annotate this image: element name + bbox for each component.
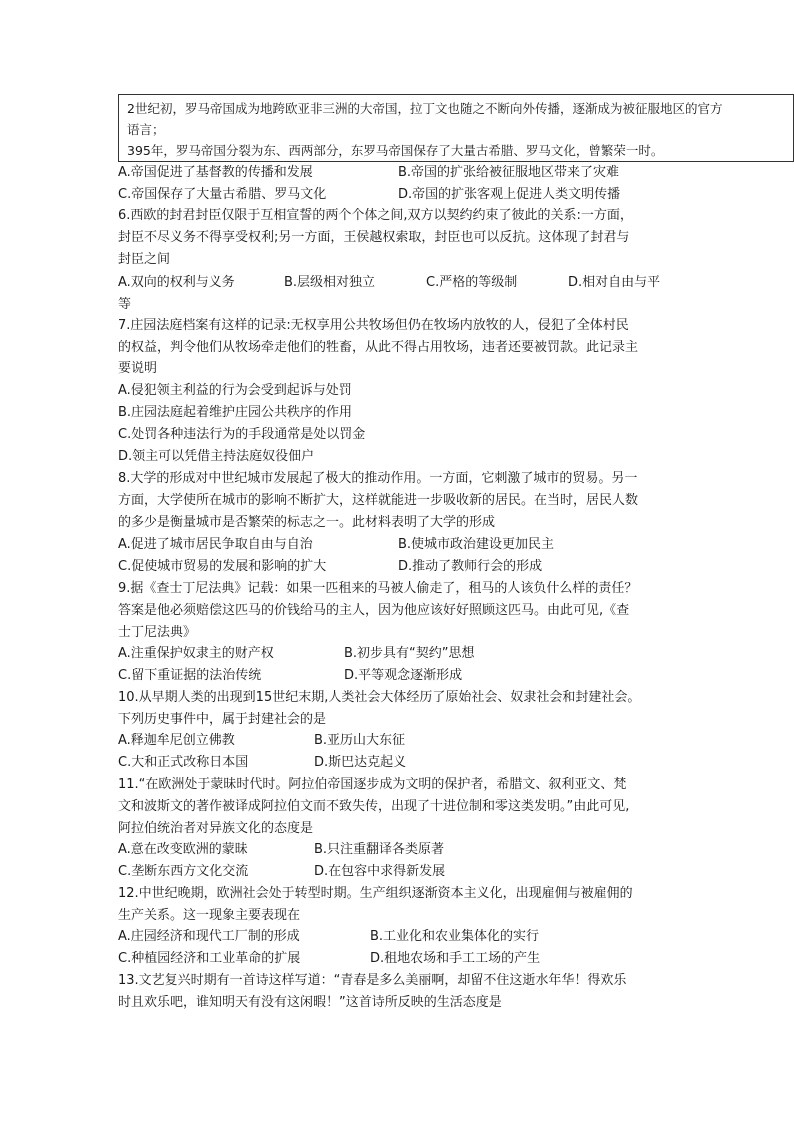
q9-stem-1: 9.据《查士丁尼法典》记载：如果一匹租来的马被人偷走了，租马的人该负什么样的责任？	[118, 581, 638, 596]
q12-option-a: A.庄园经济和现代工厂制的形成	[118, 929, 300, 944]
q12-option-b: B.工业化和农业集体化的实行	[370, 929, 540, 944]
q5-option-d: D.帝国的扩张客观上促进人类文明传播	[398, 187, 621, 202]
q9-stem-3: 士丁尼法典》	[118, 625, 197, 640]
q9-option-a: A.注重保护奴隶主的财产权	[118, 646, 274, 661]
q10-stem-2: 下列历史事件中，属于封建社会的是	[118, 712, 327, 727]
q11-stem-1: 11.“在欧洲处于蒙昧时代时。阿拉伯帝国逐步成为文明的保护者，希腊文、叙利亚文、梵	[118, 777, 627, 792]
q8-option-d: D.推动了教师行会的形成	[398, 559, 543, 574]
q11-option-c: C.垄断东西方文化交流	[118, 864, 249, 879]
material-line-1: 2世纪初，罗马帝国成为地跨欧亚非三洲的大帝国，拉丁文也随之不断向外传播，逐渐成为被征服地区的官方	[127, 101, 723, 116]
q11-option-b: B.只注重翻译各类原著	[314, 842, 445, 857]
q12-stem-2: 生产关系。这一现象主要表现在	[118, 908, 301, 923]
q10-option-a: A.释迦牟尼创立佛教	[118, 733, 235, 748]
q9-option-b: B.初步具有“契约”思想	[344, 646, 475, 661]
q6-option-d: D.相对自由与平	[568, 275, 661, 290]
q7-stem-2: 的权益，判令他们从牧场牵走他们的牲畜，从此不得占用牧场，违者还要被罚款。此记录主	[118, 340, 639, 355]
q12-option-c: C.种植园经济和工业革命的扩展	[118, 951, 301, 966]
q8-stem-2: 方面，大学使所在城市的影响不断扩大，这样就能进一步吸收新的居民。在当时，居民人数	[118, 493, 639, 508]
q10-option-c: C.大和正式改称日本国	[118, 755, 249, 770]
q6-option-b: B.层级相对独立	[284, 275, 376, 290]
q10-stem-1: 10.从早期人类的出现到15世纪末期,人类社会大体经历了原始社会、奴隶社会和封建社会。	[118, 690, 641, 705]
q5-option-b: B.帝国的扩张给被征服地区带来了灾难	[398, 165, 620, 180]
q7-option-c: C.处罚各种违法行为的手段通常是处以罚金	[118, 427, 366, 442]
material-box	[118, 94, 794, 162]
q9-option-c: C.留下重证据的法治传统	[118, 668, 262, 683]
q7-stem-3: 要说明	[118, 361, 158, 376]
q11-stem-2: 文和波斯文的著作被译成阿拉伯文而不致失传，出现了十进位制和零这类发明。”由此可见,	[118, 799, 630, 814]
q6-option-a: A.双向的权利与义务	[118, 275, 235, 290]
q7-option-a: A.侵犯领主利益的行为会受到起诉与处罚	[118, 383, 352, 398]
q7-stem-1: 7.庄园法庭档案有这样的记录:无权享用公共牧场但仍在牧场内放牧的人，侵犯了全体村民	[118, 318, 629, 333]
q12-stem-1: 12.中世纪晚期，欧洲社会处于转型时期。生产组织逐渐资本主义化，出现雇佣与被雇佣的	[118, 886, 633, 901]
q7-option-b: B.庄园法庭起着维护庄园公共秩序的作用	[118, 405, 353, 420]
q6-option-c: C.严格的等级制	[426, 275, 518, 290]
q5-option-c: C.帝国保存了大量古希腊、罗马文化	[118, 187, 327, 202]
q11-stem-3: 阿拉伯统治者对异族文化的态度是	[118, 821, 314, 836]
material-line-2: 语言；	[127, 122, 165, 137]
q6-option-d-cont: 等	[118, 297, 132, 312]
q11-option-a: A.意在改变欧洲的蒙昧	[118, 842, 248, 857]
q10-option-b: B.亚历山大东征	[314, 733, 406, 748]
q8-option-b: B.使城市政治建设更加民主	[398, 537, 555, 552]
q8-option-a: A.促进了城市居民争取自由与自治	[118, 537, 313, 552]
q13-stem-2: 时且欢乐吧，谁知明天有没有这闲暇！”这首诗所反映的生活态度是	[118, 995, 502, 1010]
q5-option-a: A.帝国促进了基督教的传播和发展	[118, 165, 313, 180]
q13-stem-1: 13.文艺复兴时期有一首诗这样写道：“青春是多么美丽啊，却留不住这逝水年华！得欢乐	[118, 973, 627, 988]
q6-stem-1: 6.西欧的封君封臣仅限于互相宣誓的两个个体之间,双方以契约约束了彼此的关系:一方面，	[118, 208, 633, 223]
q11-option-d: D.在包容中求得新发展	[314, 864, 446, 879]
material-line-3: 395年，罗马帝国分裂为东、西两部分，东罗马帝国保存了大量古希腊、罗马文化，曾繁荣一时。	[127, 143, 664, 158]
q9-stem-2: 答案是他必须赔偿这匹马的价钱给马的主人，因为他应该好好照顾这匹马。由此可见,《查	[118, 603, 630, 618]
q10-option-d: D.斯巴达克起义	[314, 755, 407, 770]
q9-option-d: D.平等观念逐渐形成	[344, 668, 463, 683]
q12-option-d: D.租地农场和手工工场的产生	[370, 951, 541, 966]
q6-stem-2: 封臣不尽义务不得享受权利;另一方面，王侯越权索取，封臣也可以反抗。这体现了封君与	[118, 230, 630, 245]
q8-option-c: C.促使城市贸易的发展和影响的扩大	[118, 559, 327, 574]
q8-stem-3: 的多少是衡量城市是否繁荣的标志之一。此材料表明了大学的形成	[118, 515, 496, 530]
q7-option-d: D.领主可以凭借主持法庭奴役佃户	[118, 449, 315, 464]
q6-stem-3: 封臣之间	[118, 252, 171, 267]
q8-stem-1: 8.大学的形成对中世纪城市发展起了极大的推动作用。一方面，它刺激了城市的贸易。另一	[118, 471, 638, 486]
